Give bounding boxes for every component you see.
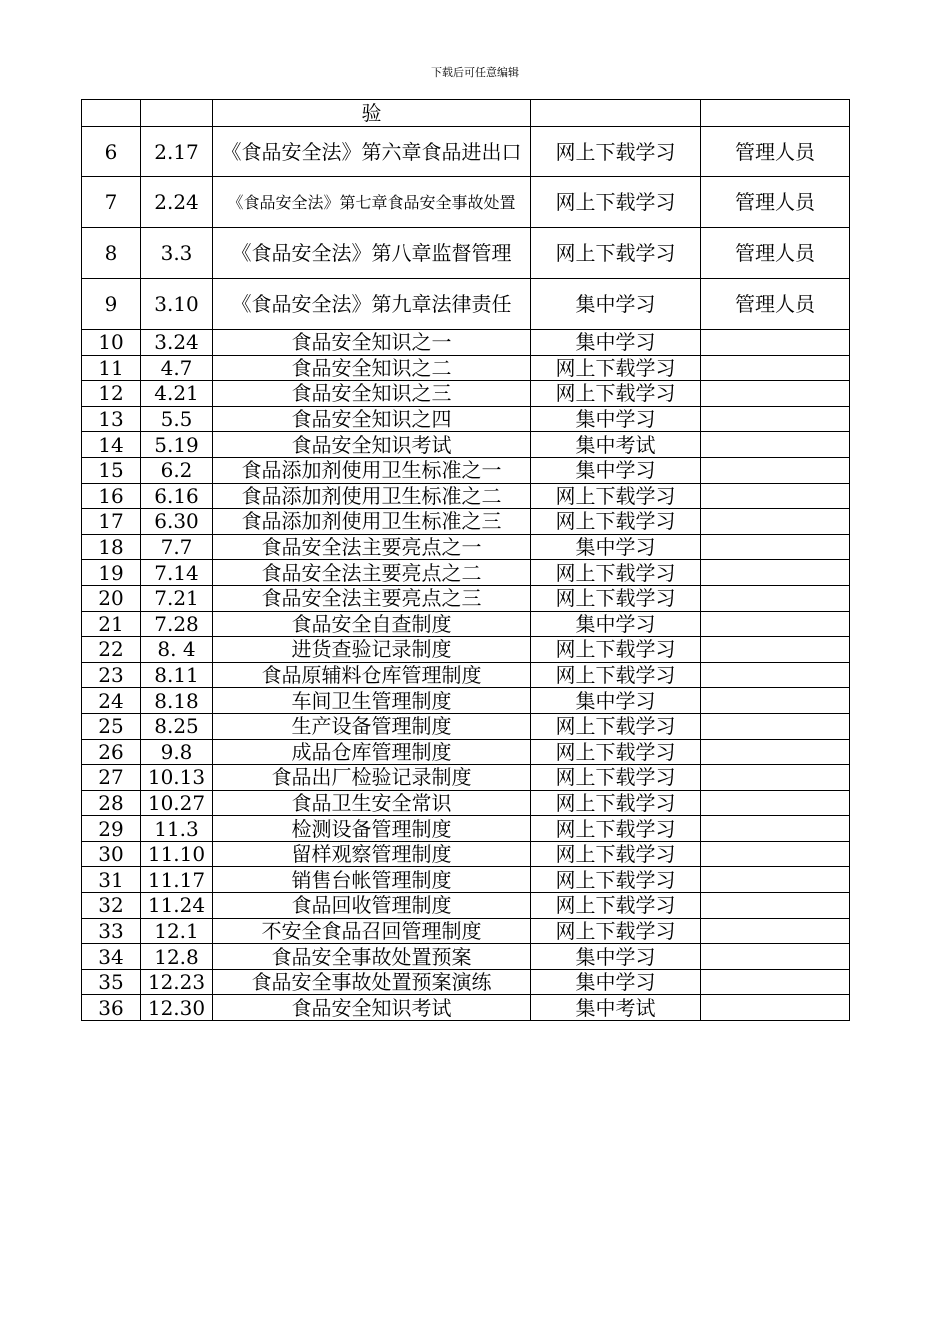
date-cell: 3.3 xyxy=(141,228,213,279)
audience-cell xyxy=(701,739,850,765)
date-cell: 4.21 xyxy=(141,381,213,407)
row-number-cell: 36 xyxy=(82,995,141,1021)
method-cell: 集中学习 xyxy=(531,611,701,637)
method-cell: 网上下载学习 xyxy=(531,381,701,407)
row-number-cell: 31 xyxy=(82,867,141,893)
topic-cell: 检测设备管理制度 xyxy=(213,816,531,842)
date-cell: 8.18 xyxy=(141,688,213,714)
row-number-cell: 25 xyxy=(82,713,141,739)
table-row xyxy=(82,100,850,127)
date-cell: 3.10 xyxy=(141,279,213,330)
row-number-cell: 11 xyxy=(82,355,141,381)
date-cell: 7.7 xyxy=(141,534,213,560)
audience-cell xyxy=(701,637,850,663)
audience-cell xyxy=(701,100,850,127)
audience-cell xyxy=(701,765,850,791)
audience-cell xyxy=(701,509,850,535)
table-row xyxy=(82,228,850,279)
topic-cell: 食品添加剂使用卫生标准之三 xyxy=(213,509,531,535)
method-cell: 网上下载学习 xyxy=(531,739,701,765)
row-number-cell: 28 xyxy=(82,790,141,816)
method-cell xyxy=(531,100,701,127)
topic-cell: 食品添加剂使用卫生标准之一 xyxy=(213,457,531,483)
table-row xyxy=(82,560,850,586)
audience-cell xyxy=(701,867,850,893)
audience-cell: 管理人员 xyxy=(701,279,850,330)
date-cell: 8. 4 xyxy=(141,637,213,663)
method-cell: 网上下载学习 xyxy=(531,127,701,177)
audience-cell xyxy=(701,611,850,637)
topic-cell: 食品安全法主要亮点之三 xyxy=(213,585,531,611)
method-cell: 网上下载学习 xyxy=(531,585,701,611)
method-cell: 网上下载学习 xyxy=(531,560,701,586)
topic-cell: 食品卫生安全常识 xyxy=(213,790,531,816)
table-row xyxy=(82,918,850,944)
audience-cell xyxy=(701,713,850,739)
date-cell: 8.25 xyxy=(141,713,213,739)
date-cell: 11.24 xyxy=(141,893,213,919)
topic-cell: 成品仓库管理制度 xyxy=(213,739,531,765)
method-cell: 集中学习 xyxy=(531,330,701,356)
audience-cell: 管理人员 xyxy=(701,228,850,279)
topic-cell: 食品回收管理制度 xyxy=(213,893,531,919)
row-number-cell: 15 xyxy=(82,457,141,483)
row-number-cell: 14 xyxy=(82,432,141,458)
method-cell: 集中学习 xyxy=(531,969,701,995)
table-row xyxy=(82,995,850,1021)
audience-cell xyxy=(701,790,850,816)
topic-cell: 食品安全事故处置预案 xyxy=(213,944,531,970)
date-cell xyxy=(141,100,213,127)
row-number-cell: 35 xyxy=(82,969,141,995)
audience-cell xyxy=(701,381,850,407)
date-cell: 5.5 xyxy=(141,406,213,432)
method-cell: 集中学习 xyxy=(531,688,701,714)
date-cell: 10.13 xyxy=(141,765,213,791)
row-number-cell: 17 xyxy=(82,509,141,535)
topic-cell: 食品安全知识之二 xyxy=(213,355,531,381)
date-cell: 4.7 xyxy=(141,355,213,381)
audience-cell xyxy=(701,355,850,381)
date-cell: 12.1 xyxy=(141,918,213,944)
method-cell: 集中学习 xyxy=(531,279,701,330)
table-row xyxy=(82,944,850,970)
date-cell: 8.11 xyxy=(141,662,213,688)
method-cell: 网上下载学习 xyxy=(531,790,701,816)
row-number-cell: 7 xyxy=(82,177,141,228)
topic-cell: 食品出厂检验记录制度 xyxy=(213,765,531,791)
date-cell: 3.24 xyxy=(141,330,213,356)
table-row xyxy=(82,841,850,867)
row-number-cell: 23 xyxy=(82,662,141,688)
date-cell: 7.28 xyxy=(141,611,213,637)
topic-cell: 食品安全知识之三 xyxy=(213,381,531,407)
topic-cell: 生产设备管理制度 xyxy=(213,713,531,739)
table-row xyxy=(82,893,850,919)
topic-cell: 《食品安全法》第七章食品安全事故处置 xyxy=(213,177,531,228)
row-number-cell xyxy=(82,100,141,127)
audience-cell xyxy=(701,816,850,842)
row-number-cell: 20 xyxy=(82,585,141,611)
table-row xyxy=(82,127,850,177)
topic-cell: 进货查验记录制度 xyxy=(213,637,531,663)
audience-cell xyxy=(701,406,850,432)
audience-cell xyxy=(701,560,850,586)
date-cell: 12.8 xyxy=(141,944,213,970)
audience-cell xyxy=(701,483,850,509)
audience-cell xyxy=(701,688,850,714)
topic-cell: 车间卫生管理制度 xyxy=(213,688,531,714)
audience-cell xyxy=(701,662,850,688)
table-row xyxy=(82,177,850,228)
table-row xyxy=(82,816,850,842)
audience-cell xyxy=(701,893,850,919)
method-cell: 网上下载学习 xyxy=(531,177,701,228)
table-row xyxy=(82,969,850,995)
row-number-cell: 24 xyxy=(82,688,141,714)
date-cell: 11.3 xyxy=(141,816,213,842)
row-number-cell: 32 xyxy=(82,893,141,919)
audience-cell xyxy=(701,457,850,483)
method-cell: 网上下载学习 xyxy=(531,841,701,867)
table-row xyxy=(82,611,850,637)
method-cell: 网上下载学习 xyxy=(531,662,701,688)
method-cell: 集中学习 xyxy=(531,406,701,432)
audience-cell xyxy=(701,969,850,995)
row-number-cell: 16 xyxy=(82,483,141,509)
table-row xyxy=(82,483,850,509)
table-row xyxy=(82,457,850,483)
topic-cell: 不安全食品召回管理制度 xyxy=(213,918,531,944)
table-row xyxy=(82,867,850,893)
row-number-cell: 10 xyxy=(82,330,141,356)
training-schedule-table xyxy=(81,99,850,1021)
method-cell: 网上下载学习 xyxy=(531,228,701,279)
row-number-cell: 34 xyxy=(82,944,141,970)
date-cell: 6.16 xyxy=(141,483,213,509)
page-header: 下载后可任意编辑 xyxy=(431,66,519,79)
table-row xyxy=(82,585,850,611)
date-cell: 2.24 xyxy=(141,177,213,228)
topic-cell: 《食品安全法》第九章法律责任 xyxy=(213,279,531,330)
table-row xyxy=(82,432,850,458)
table-row xyxy=(82,637,850,663)
table-row xyxy=(82,688,850,714)
topic-cell: 食品安全法主要亮点之二 xyxy=(213,560,531,586)
audience-cell xyxy=(701,585,850,611)
table-row xyxy=(82,381,850,407)
topic-cell: 食品安全自查制度 xyxy=(213,611,531,637)
table-row xyxy=(82,765,850,791)
method-cell: 网上下载学习 xyxy=(531,483,701,509)
audience-cell xyxy=(701,995,850,1021)
row-number-cell: 13 xyxy=(82,406,141,432)
table-row xyxy=(82,355,850,381)
date-cell: 9.8 xyxy=(141,739,213,765)
table-row xyxy=(82,279,850,330)
row-number-cell: 21 xyxy=(82,611,141,637)
table-row xyxy=(82,739,850,765)
method-cell: 网上下载学习 xyxy=(531,637,701,663)
topic-cell: 销售台帐管理制度 xyxy=(213,867,531,893)
method-cell: 网上下载学习 xyxy=(531,355,701,381)
audience-cell xyxy=(701,944,850,970)
row-number-cell: 9 xyxy=(82,279,141,330)
method-cell: 网上下载学习 xyxy=(531,893,701,919)
table-row xyxy=(82,662,850,688)
audience-cell xyxy=(701,534,850,560)
date-cell: 6.30 xyxy=(141,509,213,535)
topic-cell: 食品原辅料仓库管理制度 xyxy=(213,662,531,688)
row-number-cell: 30 xyxy=(82,841,141,867)
topic-cell: 《食品安全法》第六章食品进出口 xyxy=(213,127,531,177)
topic-cell: 食品安全知识考试 xyxy=(213,995,531,1021)
topic-cell: 验 xyxy=(213,100,531,127)
method-cell: 集中学习 xyxy=(531,457,701,483)
method-cell: 网上下载学习 xyxy=(531,918,701,944)
date-cell: 11.10 xyxy=(141,841,213,867)
table-row xyxy=(82,509,850,535)
topic-cell: 食品添加剂使用卫生标准之二 xyxy=(213,483,531,509)
row-number-cell: 8 xyxy=(82,228,141,279)
method-cell: 集中学习 xyxy=(531,944,701,970)
row-number-cell: 29 xyxy=(82,816,141,842)
method-cell: 集中考试 xyxy=(531,995,701,1021)
row-number-cell: 26 xyxy=(82,739,141,765)
topic-cell: 食品安全知识之一 xyxy=(213,330,531,356)
table-row xyxy=(82,406,850,432)
date-cell: 2.17 xyxy=(141,127,213,177)
table-body xyxy=(82,100,850,1021)
date-cell: 5.19 xyxy=(141,432,213,458)
topic-cell: 食品安全知识考试 xyxy=(213,432,531,458)
audience-cell xyxy=(701,432,850,458)
table-row xyxy=(82,534,850,560)
method-cell: 集中考试 xyxy=(531,432,701,458)
method-cell: 网上下载学习 xyxy=(531,509,701,535)
row-number-cell: 12 xyxy=(82,381,141,407)
topic-cell: 食品安全事故处置预案演练 xyxy=(213,969,531,995)
row-number-cell: 27 xyxy=(82,765,141,791)
topic-cell: 《食品安全法》第八章监督管理 xyxy=(213,228,531,279)
topic-cell: 食品安全知识之四 xyxy=(213,406,531,432)
audience-cell xyxy=(701,918,850,944)
topic-cell: 留样观察管理制度 xyxy=(213,841,531,867)
date-cell: 7.21 xyxy=(141,585,213,611)
date-cell: 12.30 xyxy=(141,995,213,1021)
row-number-cell: 19 xyxy=(82,560,141,586)
row-number-cell: 33 xyxy=(82,918,141,944)
row-number-cell: 18 xyxy=(82,534,141,560)
audience-cell: 管理人员 xyxy=(701,127,850,177)
method-cell: 集中学习 xyxy=(531,534,701,560)
table-row xyxy=(82,790,850,816)
method-cell: 网上下载学习 xyxy=(531,765,701,791)
method-cell: 网上下载学习 xyxy=(531,713,701,739)
topic-cell: 食品安全法主要亮点之一 xyxy=(213,534,531,560)
audience-cell: 管理人员 xyxy=(701,177,850,228)
method-cell: 网上下载学习 xyxy=(531,867,701,893)
date-cell: 10.27 xyxy=(141,790,213,816)
date-cell: 11.17 xyxy=(141,867,213,893)
table-row xyxy=(82,330,850,356)
table-row xyxy=(82,713,850,739)
date-cell: 6.2 xyxy=(141,457,213,483)
row-number-cell: 6 xyxy=(82,127,141,177)
method-cell: 网上下载学习 xyxy=(531,816,701,842)
date-cell: 12.23 xyxy=(141,969,213,995)
row-number-cell: 22 xyxy=(82,637,141,663)
audience-cell xyxy=(701,330,850,356)
audience-cell xyxy=(701,841,850,867)
date-cell: 7.14 xyxy=(141,560,213,586)
